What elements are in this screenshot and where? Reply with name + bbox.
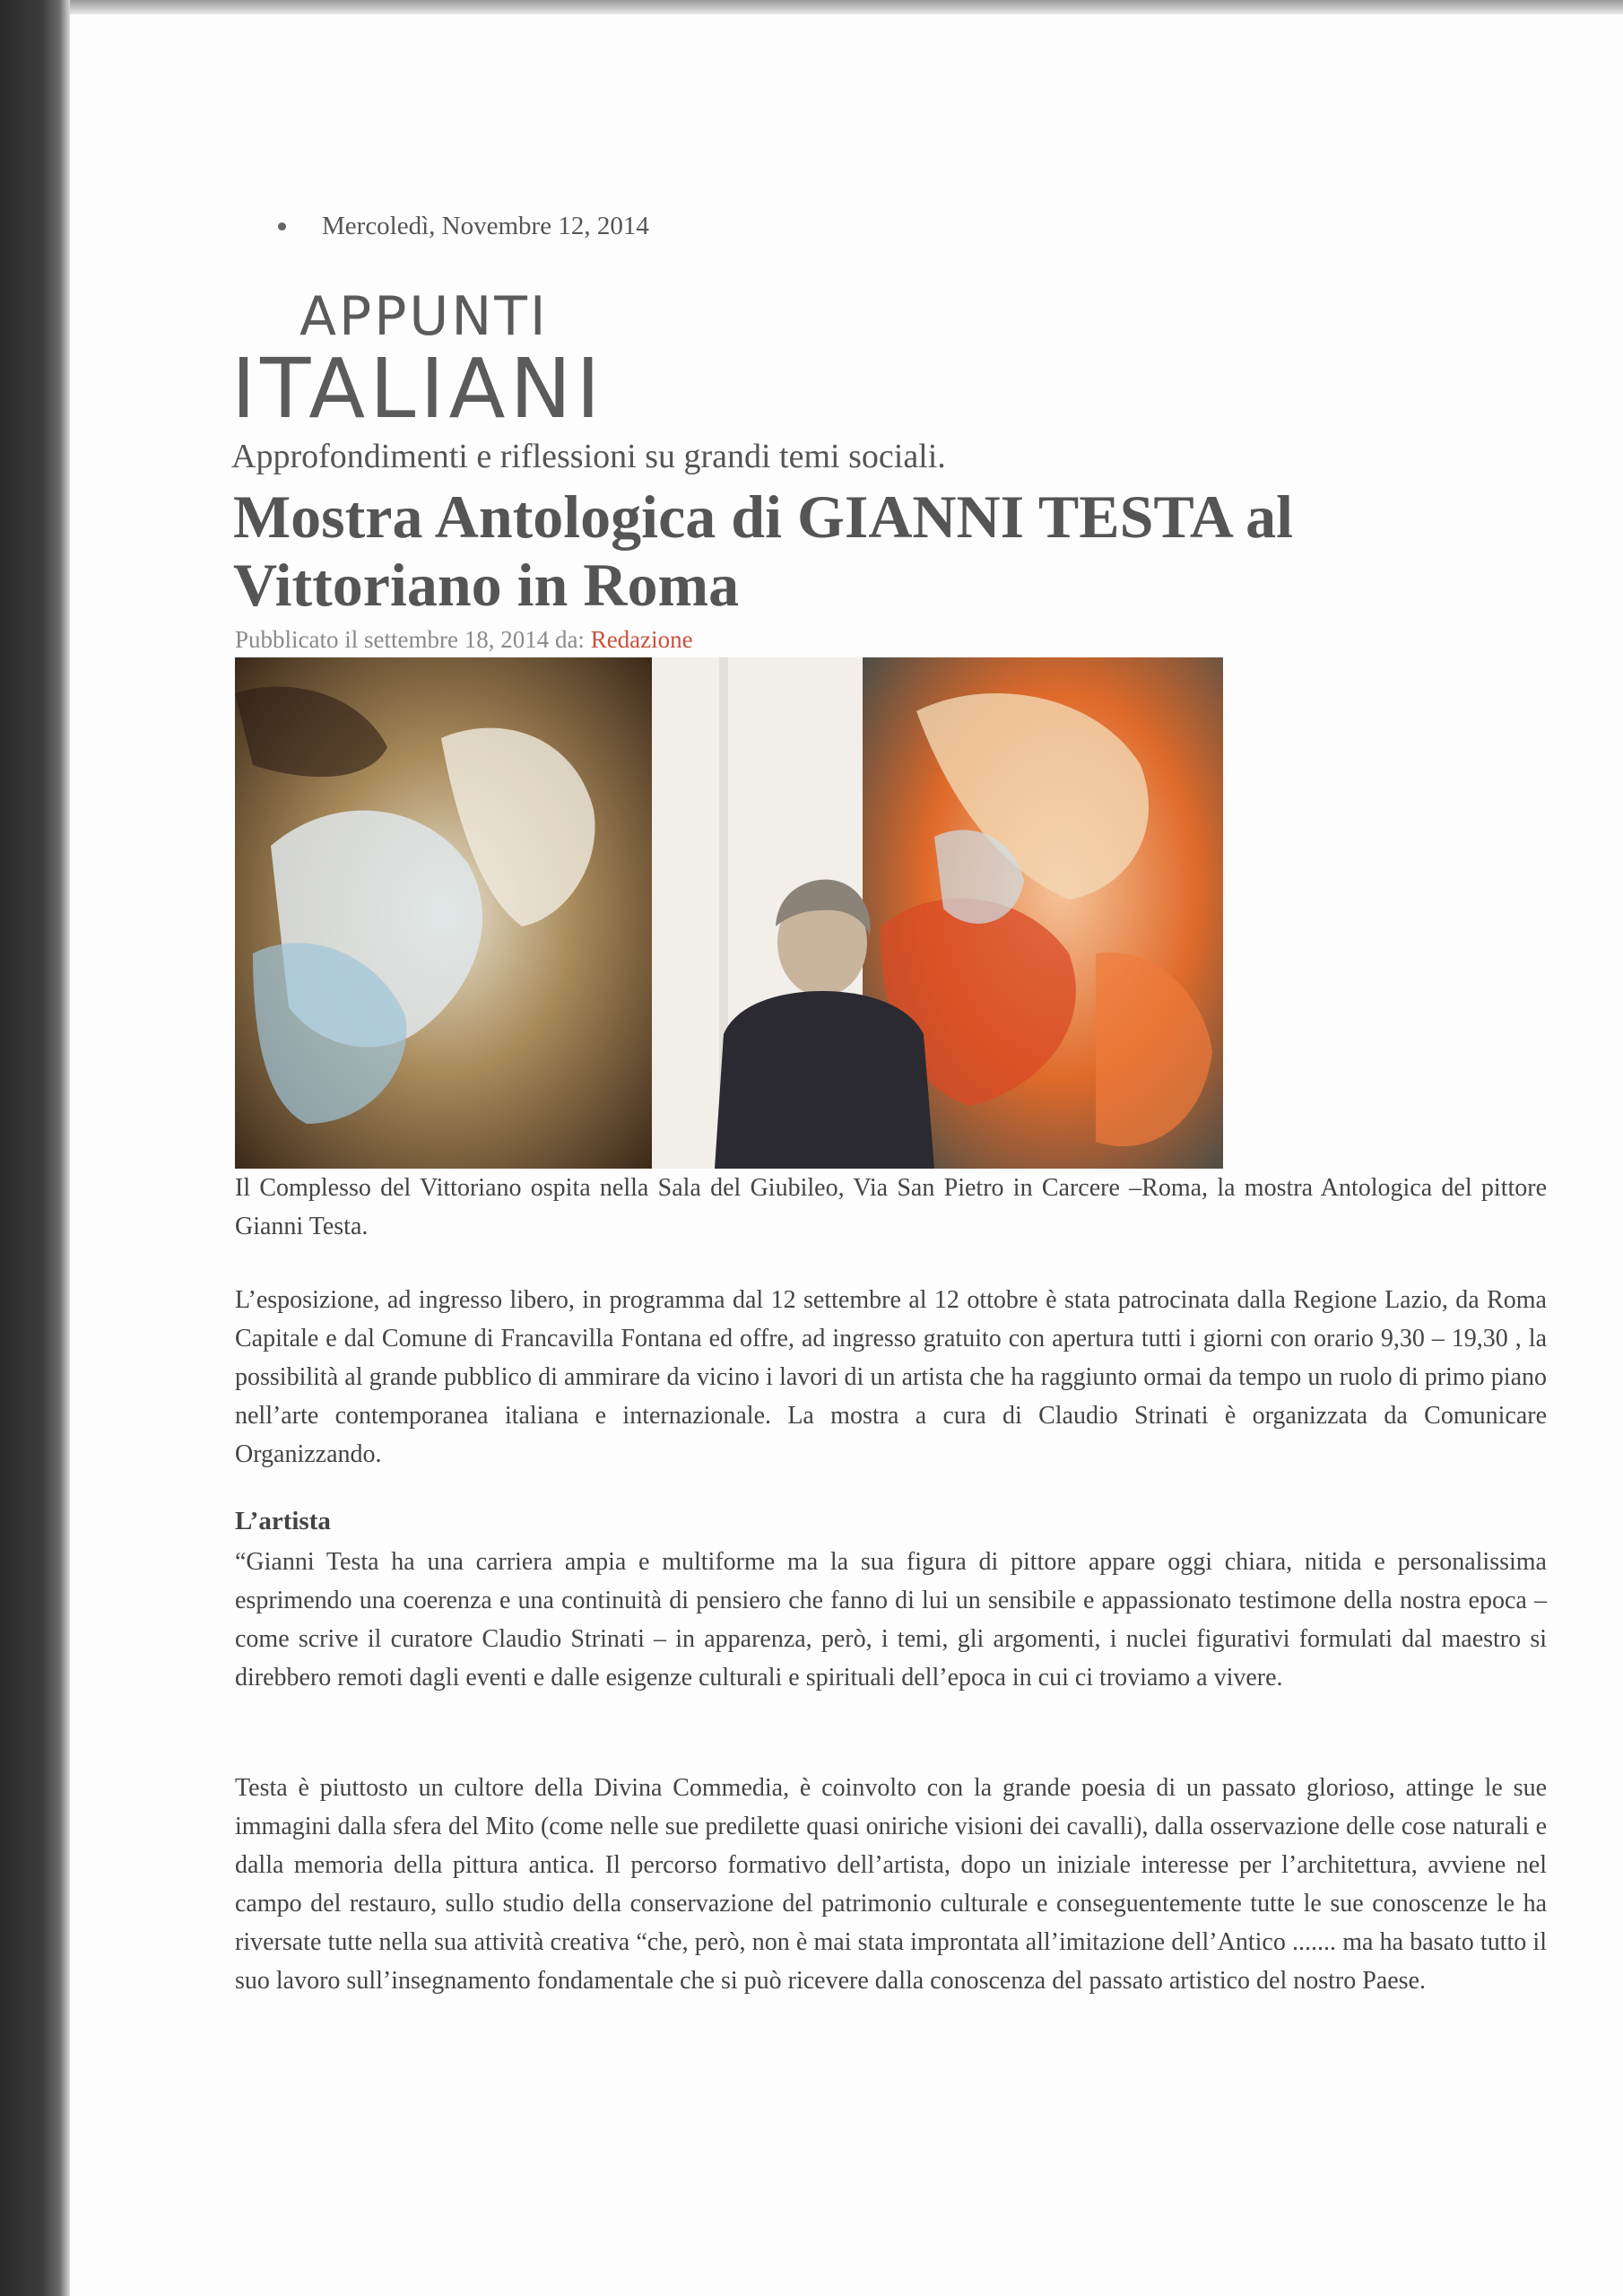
bullet-icon — [278, 222, 286, 230]
byline-prefix: Pubblicato il settembre 18, 2014 da: — [235, 626, 585, 653]
section-heading: L’artista — [235, 1507, 331, 1535]
date-line — [278, 212, 649, 241]
logo-line-2: ITALIANI — [231, 341, 605, 437]
paragraph-artist-background: Testa è piuttosto un cultore della Divina Commedia, è coinvolto con la grande poesia di un passato glorioso, attinge le sue immagini dalla sfera del Mito (come nelle sue predilette quasi oniriche visioni dei cavalli), dalla osservazione delle cose naturali e dalla memoria della pittura antica. Il percorso formativo dell’artista, dopo un iniziale interesse per l’architettura, avviene nel campo del restauro, sullo studio della conservazione del patrimonio culturale e conseguentemente tutte le sue conoscenze le ha riversate tutte nella sua attività creativa “che, però, non è mai stata improntata all’imitazione dell’Antico ....... ma ha basato tutto il suo lavoro sull’insegnamento fondamentale che si può ricevere dalla conoscenza del passato artistico del nostro Paese. — [235, 1774, 1547, 1995]
publication-date: Mercoledì, Novembre 12, 2014 — [322, 212, 649, 240]
artist-body — [715, 991, 934, 1169]
logo-line-1: APPUNTI — [299, 285, 549, 348]
scan-left-edge — [0, 0, 70, 2296]
article-title: Mostra Antologica di GIANNI TESTA al Vittoriano in Roma — [233, 483, 1293, 619]
exhibition-photo — [235, 657, 1223, 1169]
article-photo — [235, 657, 1223, 1169]
paragraph-exhibition: L’esposizione, ad ingresso libero, in programma dal 12 settembre al 12 ottobre è stata patrocinata dalla Regione Lazio, da Roma Capitale e dal Comune di Francavilla Fontana ed offre, ad ingresso gratuito con apertura tutti i giorni con orario 9,30 – 19,30 , la possibilità al grande pubblico di ammirare da vicino i lavori di un artista che ha raggiunto ormai da tempo un ruolo di primo piano nell’arte contemporanea italiana e internazionale. La mostra a cura di Claudio Strinati è organizzata da Comunicare Organizzando. — [235, 1286, 1547, 1468]
byline — [235, 626, 693, 654]
scan-top-edge — [0, 0, 1623, 14]
site-tagline: Approfondimenti e riflessioni su grandi temi sociali. — [231, 438, 946, 475]
photo-caption: Il Complesso del Vittoriano ospita nella Sala del Giubileo, Via San Pietro in Carcere –Roma, la mostra Antologica del pittore Gianni Testa. — [235, 1174, 1547, 1240]
site-logo — [231, 285, 605, 437]
author-link[interactable]: Redazione — [590, 626, 693, 653]
paragraph-artist-quote: “Gianni Testa ha una carriera ampia e multiforme ma la sua figura di pittore appare oggi chiara, nitida e personalissima esprimendo una coerenza e una continuità di pensiero che fanno di lui un sensibile e appassionato testimone della nostra epoca – come scrive il curatore Claudio Strinati – in apparenza, però, i temi, gli argomenti, i nuclei figurativi formulati dal maestro si direbbero remoti dagli eventi e dalle esigenze culturali e spirituali dell’epoca in cui ci troviamo a vivere. — [235, 1548, 1547, 1692]
